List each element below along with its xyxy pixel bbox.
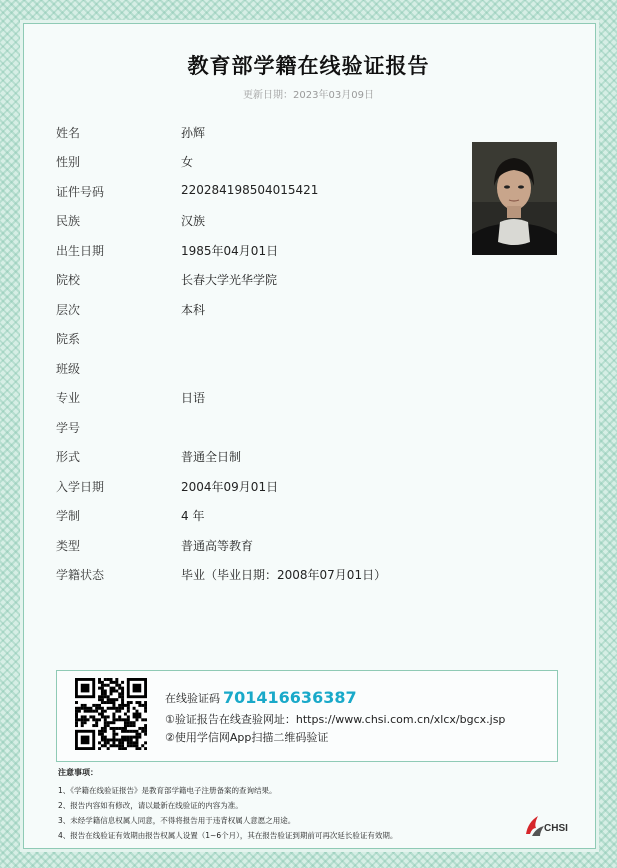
portrait-image — [472, 142, 557, 255]
field-label: 证件号码 — [56, 185, 105, 199]
verification-app-line: ②使用学信网App扫描二维码验证 — [165, 731, 329, 744]
field-label: 类型 — [56, 539, 81, 553]
report-title: 教育部学籍在线验证报告 — [187, 54, 430, 78]
note-item: 2、报告内容如有修改，请以最新在线验证的内容为准。 — [58, 801, 243, 810]
field-value: 长春大学光华学院 — [181, 273, 278, 287]
field-value: 普通全日制 — [181, 450, 242, 464]
verification-code-line — [165, 688, 357, 707]
field-label: 院校 — [56, 273, 81, 287]
note-item: 1、《学籍在线验证报告》是教育部学籍电子注册备案的查询结果。 — [58, 786, 277, 795]
field-value: 普通高等教育 — [181, 539, 254, 553]
verification-url-line: ①验证报告在线查验网址：https://www.chsi.com.cn/xlcx/bgcx.jsp — [165, 713, 506, 726]
field-label: 层次 — [56, 303, 81, 317]
notes-title: 注意事项： — [58, 768, 98, 777]
student-photo — [472, 142, 557, 255]
field-label: 学号 — [56, 421, 81, 435]
field-value: 汉族 — [181, 214, 206, 228]
field-value: 220284198504015421 — [181, 183, 319, 197]
chsi-logo-text: CHSI — [544, 823, 568, 834]
field-label: 学制 — [56, 509, 81, 523]
field-value: 2004年09月01日 — [181, 480, 279, 494]
note-item: 3、未经学籍信息权属人同意，不得将报告用于违背权属人意愿之用途。 — [58, 816, 296, 825]
field-label: 出生日期 — [56, 244, 105, 258]
field-value: 孙辉 — [181, 126, 206, 140]
field-label: 性别 — [56, 155, 81, 169]
field-value: 4 年 — [181, 509, 205, 523]
field-value: 日语 — [181, 391, 206, 405]
field-value: 毕业（毕业日期：2008年07月01日） — [181, 568, 387, 582]
chsi-logo — [522, 812, 572, 840]
qr-code-icon — [75, 678, 147, 750]
field-label: 形式 — [56, 450, 81, 464]
field-label: 学籍状态 — [56, 568, 105, 582]
verification-code-label: 在线验证码 — [165, 692, 220, 705]
note-item: 4、报告在线验证有效期由报告权属人设置（1~6个月），其在报告验证到期前可再次延长验证有效期。 — [58, 831, 398, 840]
chsi-logo-icon — [522, 812, 546, 838]
field-label: 专业 — [56, 391, 81, 405]
field-value: 本科 — [181, 303, 206, 317]
update-date: 更新日期：2023年03月09日 — [243, 90, 374, 101]
verification-code: 701416636387 — [223, 688, 357, 707]
field-value: 女 — [181, 155, 194, 169]
field-label: 民族 — [56, 214, 81, 228]
field-label: 入学日期 — [56, 480, 105, 494]
field-label: 院系 — [56, 332, 81, 346]
verification-box — [56, 670, 558, 762]
field-label: 班级 — [56, 362, 81, 376]
field-label: 姓名 — [56, 126, 81, 140]
field-value: 1985年04月01日 — [181, 244, 279, 258]
